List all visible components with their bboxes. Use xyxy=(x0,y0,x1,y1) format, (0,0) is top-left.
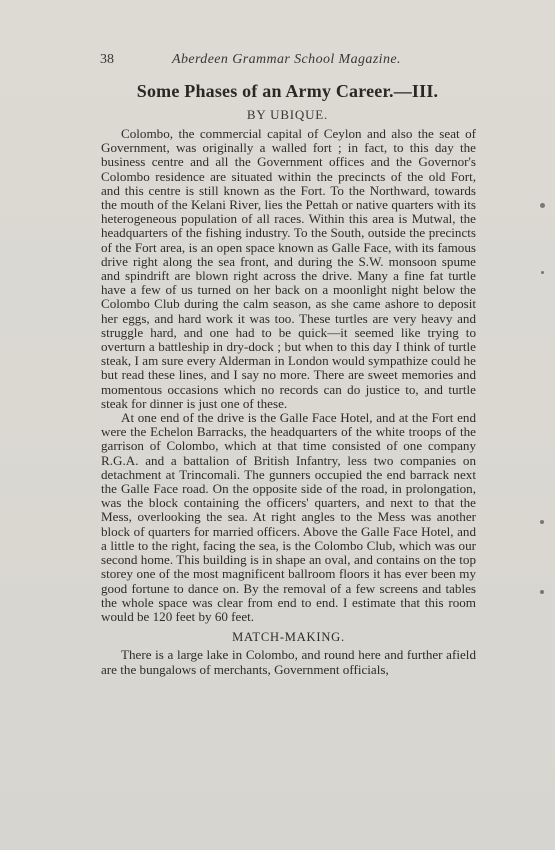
ink-speck xyxy=(540,520,544,524)
ink-speck xyxy=(541,271,544,274)
article-title: Some Phases of an Army Career.—III. xyxy=(136,81,439,101)
article-paragraph-2: At one end of the drive is the Galle Face Hotel, and at the Fort end were the Echelon Barracks, the headquarters of the white troops of the garrison of Colombo, which at that time consisted of one company R.G.A. and a battalion of British Infantry, less two companies on detachment at Trincomali. The gunners occupied the end barrack next the Galle Face road. On the opposite side of the road, in prolongation, was the block containing the officers' quarters, and next to that the Mess, overlooking the sea. At right angles to the Mess was another block of quarters for married officers. Above the Galle Face Hotel, and a little to the right, facing the sea, is the Colombo Club, which was our second home. This building is in shape an oval, and contains on the top storey one of the most magnificent ballroom floors it has ever been my good fortune to dance on. By the removal of a few screens and tables the whole space was clear from end to end. I estimate that this room would be 120 feet by 60 feet. xyxy=(101,410,476,624)
ink-speck xyxy=(540,590,544,594)
article-paragraph-1: Colombo, the commercial capital of Ceylon and also the seat of Government, was originally a walled fort ; in fact, to this day the business centre and all the Government offices and the Governor's Colombo residence are situated within the precincts of the old Fort, and this centre is still known as the Fort. To the Northward, towards the mouth of the Kelani River, lies the Pettah or native quarters with its heterogeneous population of all races. Within this area is Mutwal, the headquarters of the fishing industry. To the South, outside the precincts of the Fort area, is an open space known as Galle Face, with its famous drive right along the sea front, and during the S.W. monsoon spume and spindrift are blown right across the drive. Many a fine fat turtle have a few of us turned on her back on a moonlight night below the Colombo Club during the calm season, as she came ashore to deposit her eggs, and hard work it was too. These turtles are very heavy and struggle hard, and one had to be quick—it seemed like trying to overturn a battleship in dry-dock ; but when to this day I think of turtle steak, I am sure every Alderman in London would sympathize could he but read these lines, and I say no more. There are sweet memories and momentous occasions which no records can do justice to, and turtle steak for dinner is just one of these. xyxy=(101,126,476,411)
page-header xyxy=(100,52,460,70)
article-paragraph-3: There is a large lake in Colombo, and round here and further afield are the bungalows of merchants, Government officials, xyxy=(101,647,476,677)
magazine-title: Aberdeen Grammar School Magazine. xyxy=(172,52,401,67)
ink-speck xyxy=(540,203,545,208)
article-byline: BY UBIQUE. xyxy=(246,107,329,122)
article-body xyxy=(101,127,476,677)
page-number: 38 xyxy=(100,52,114,67)
section-heading: MATCH-MAKING. xyxy=(232,630,345,645)
